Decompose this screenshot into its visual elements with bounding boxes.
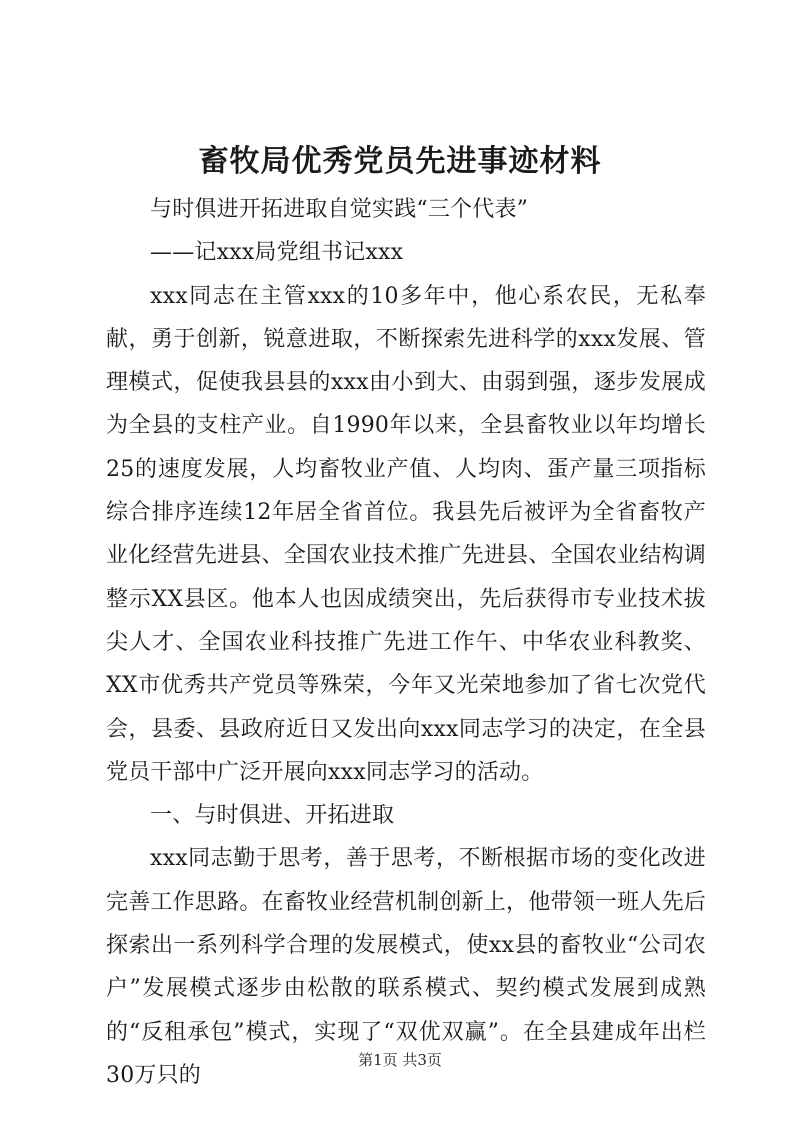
document-title: 畜牧局优秀党员先进事迹材料 xyxy=(198,144,602,179)
page-footer xyxy=(0,1050,800,1070)
section-heading: 一、与时俱进、开拓进取 xyxy=(150,803,395,829)
byline: ——记xxx局党组书记xxx xyxy=(150,240,404,266)
document-body xyxy=(106,188,706,1097)
page-indicator: 第1页 共3页 xyxy=(358,1051,442,1069)
body-paragraph: xxx同志在主管xxx的10多年中，他心系农民，无私奉献，勇于创新，锐意进取，不断探索先进科学的xxx发展、管理模式，促使我县县的xxx由小到大、由弱到强，逐步发展成为全县的支柱产业。自1990年以来，全县畜牧业以年均增长25的速度发展，人均畜牧业产值、人均肉、蛋产量三项指标综合排序连续12年居全省首位。我县先后被评为全省畜牧产业化经营先进县、全国农业技术推广先进县、全国农业结构调整示XX县区。他本人也因成绩突出，先后获得市专业技术拔尖人才、全国农业科技推广先进工作午、中华农业科教奖、XX市优秀共产党员等殊荣，今年又光荣地参加了省七次党代会，县委、县政府近日又发出向xxx同志学习的决定，在全县党员干部中广泛开展向xxx同志学习的活动。 xyxy=(106,283,706,785)
subtitle-line: 与时俱进开拓进取自觉实践“三个代表” xyxy=(150,197,529,222)
body-paragraph: xxx同志勤于思考，善于思考，不断根据市场的变化改进完善工作思路。在畜牧业经营机制创新上，他带领一班人先后探索出一系列科学合理的发展模式，使xx县的畜牧业“公司农户”发展模式逐步由松散的联系模式、契约模式发展到成熟的“反租承包”模式，实现了“双优双赢”。在全县建成年出栏30万只的 xyxy=(106,846,706,1088)
